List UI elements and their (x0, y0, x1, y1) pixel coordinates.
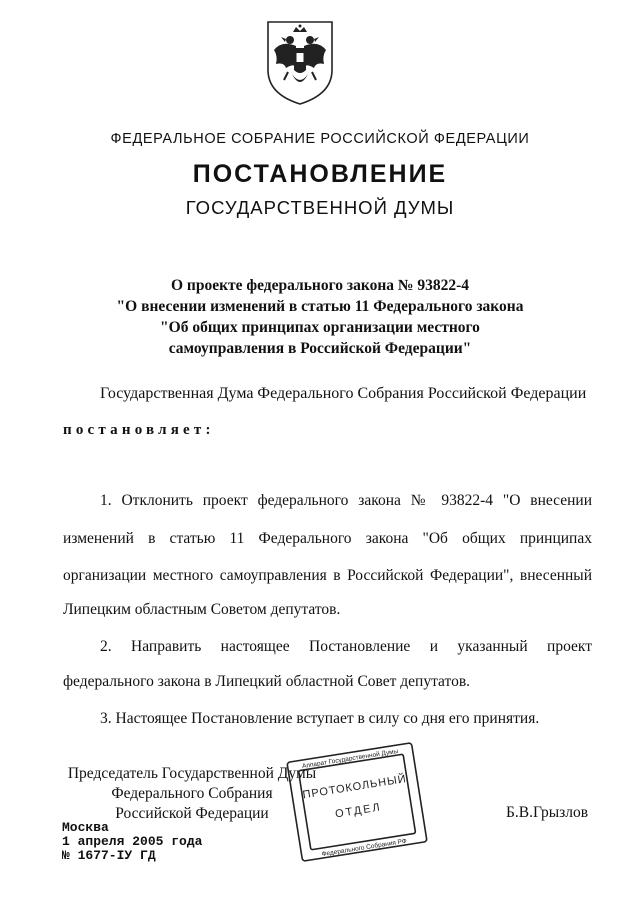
document-number: № 1677-IУ ГД (62, 848, 156, 863)
paragraph-3-line: 3. Настоящее Постановление вступает в силу со дня его принятия. (100, 710, 540, 727)
paragraph-1-line: организации местного самоуправления в Российской Федерации", внесенный (63, 567, 592, 584)
stamp-inner-text: ПРОТОКОЛЬНЫЙ (301, 773, 408, 802)
subject-line: "О внесении изменений в статью 11 Федерального закона (116, 298, 524, 315)
paragraph-2-line: федерального закона в Липецкий областной Совет депутатов. (63, 673, 471, 690)
paragraph-1-line: изменений в статью 11 Федерального закона "Об общих принципах (63, 530, 592, 547)
coat-of-arms-icon (262, 18, 338, 106)
paragraph-1-line: Липецким областным Советом депутатов. (63, 601, 341, 618)
decree-word: постановляет: (63, 422, 215, 438)
stamp-outer-text: Аппарат Государственной Думы (301, 747, 399, 771)
resolution-subject (0, 275, 640, 359)
paragraph-2-line: 2. Направить настоящее Постановление и указанный проект (100, 638, 592, 655)
place-date-number (62, 821, 202, 863)
subject-line: О проекте федерального закона № 93822-4 (170, 277, 469, 294)
signatory-title-line: Председатель Государственной Думы (67, 765, 317, 782)
parliament-name: ФЕДЕРАЛЬНОЕ СОБРАНИЕ РОССИЙСКОЙ ФЕДЕРАЦИИ (110, 131, 530, 147)
office-stamp (282, 738, 432, 866)
signatory-title-line: Российской Федерации (115, 805, 269, 822)
signatory-name: Б.В.Грызлов (506, 804, 589, 821)
document-type: ПОСТАНОВЛЕНИЕ (192, 160, 448, 188)
intro-text: Государственная Дума Федерального Собрания Российской Федерации (100, 385, 587, 402)
city: Москва (62, 820, 109, 835)
subject-line: самоуправления в Российской Федерации" (168, 340, 472, 357)
paragraph-1-line: 1. Отклонить проект федерального закона № 93822-4 "О внесении (100, 492, 592, 509)
signatory-title-line: Федерального Собрания (111, 785, 273, 802)
date: 1 апреля 2005 года (62, 834, 203, 849)
stamp-outer-text: Федерального Собрания РФ (321, 837, 408, 859)
issuer-name: ГОСУДАРСТВЕННОЙ ДУМЫ (185, 197, 455, 218)
subject-line: "Об общих принципах организации местного (160, 319, 480, 336)
stamp-center-text: ОТДЕЛ (334, 801, 383, 821)
